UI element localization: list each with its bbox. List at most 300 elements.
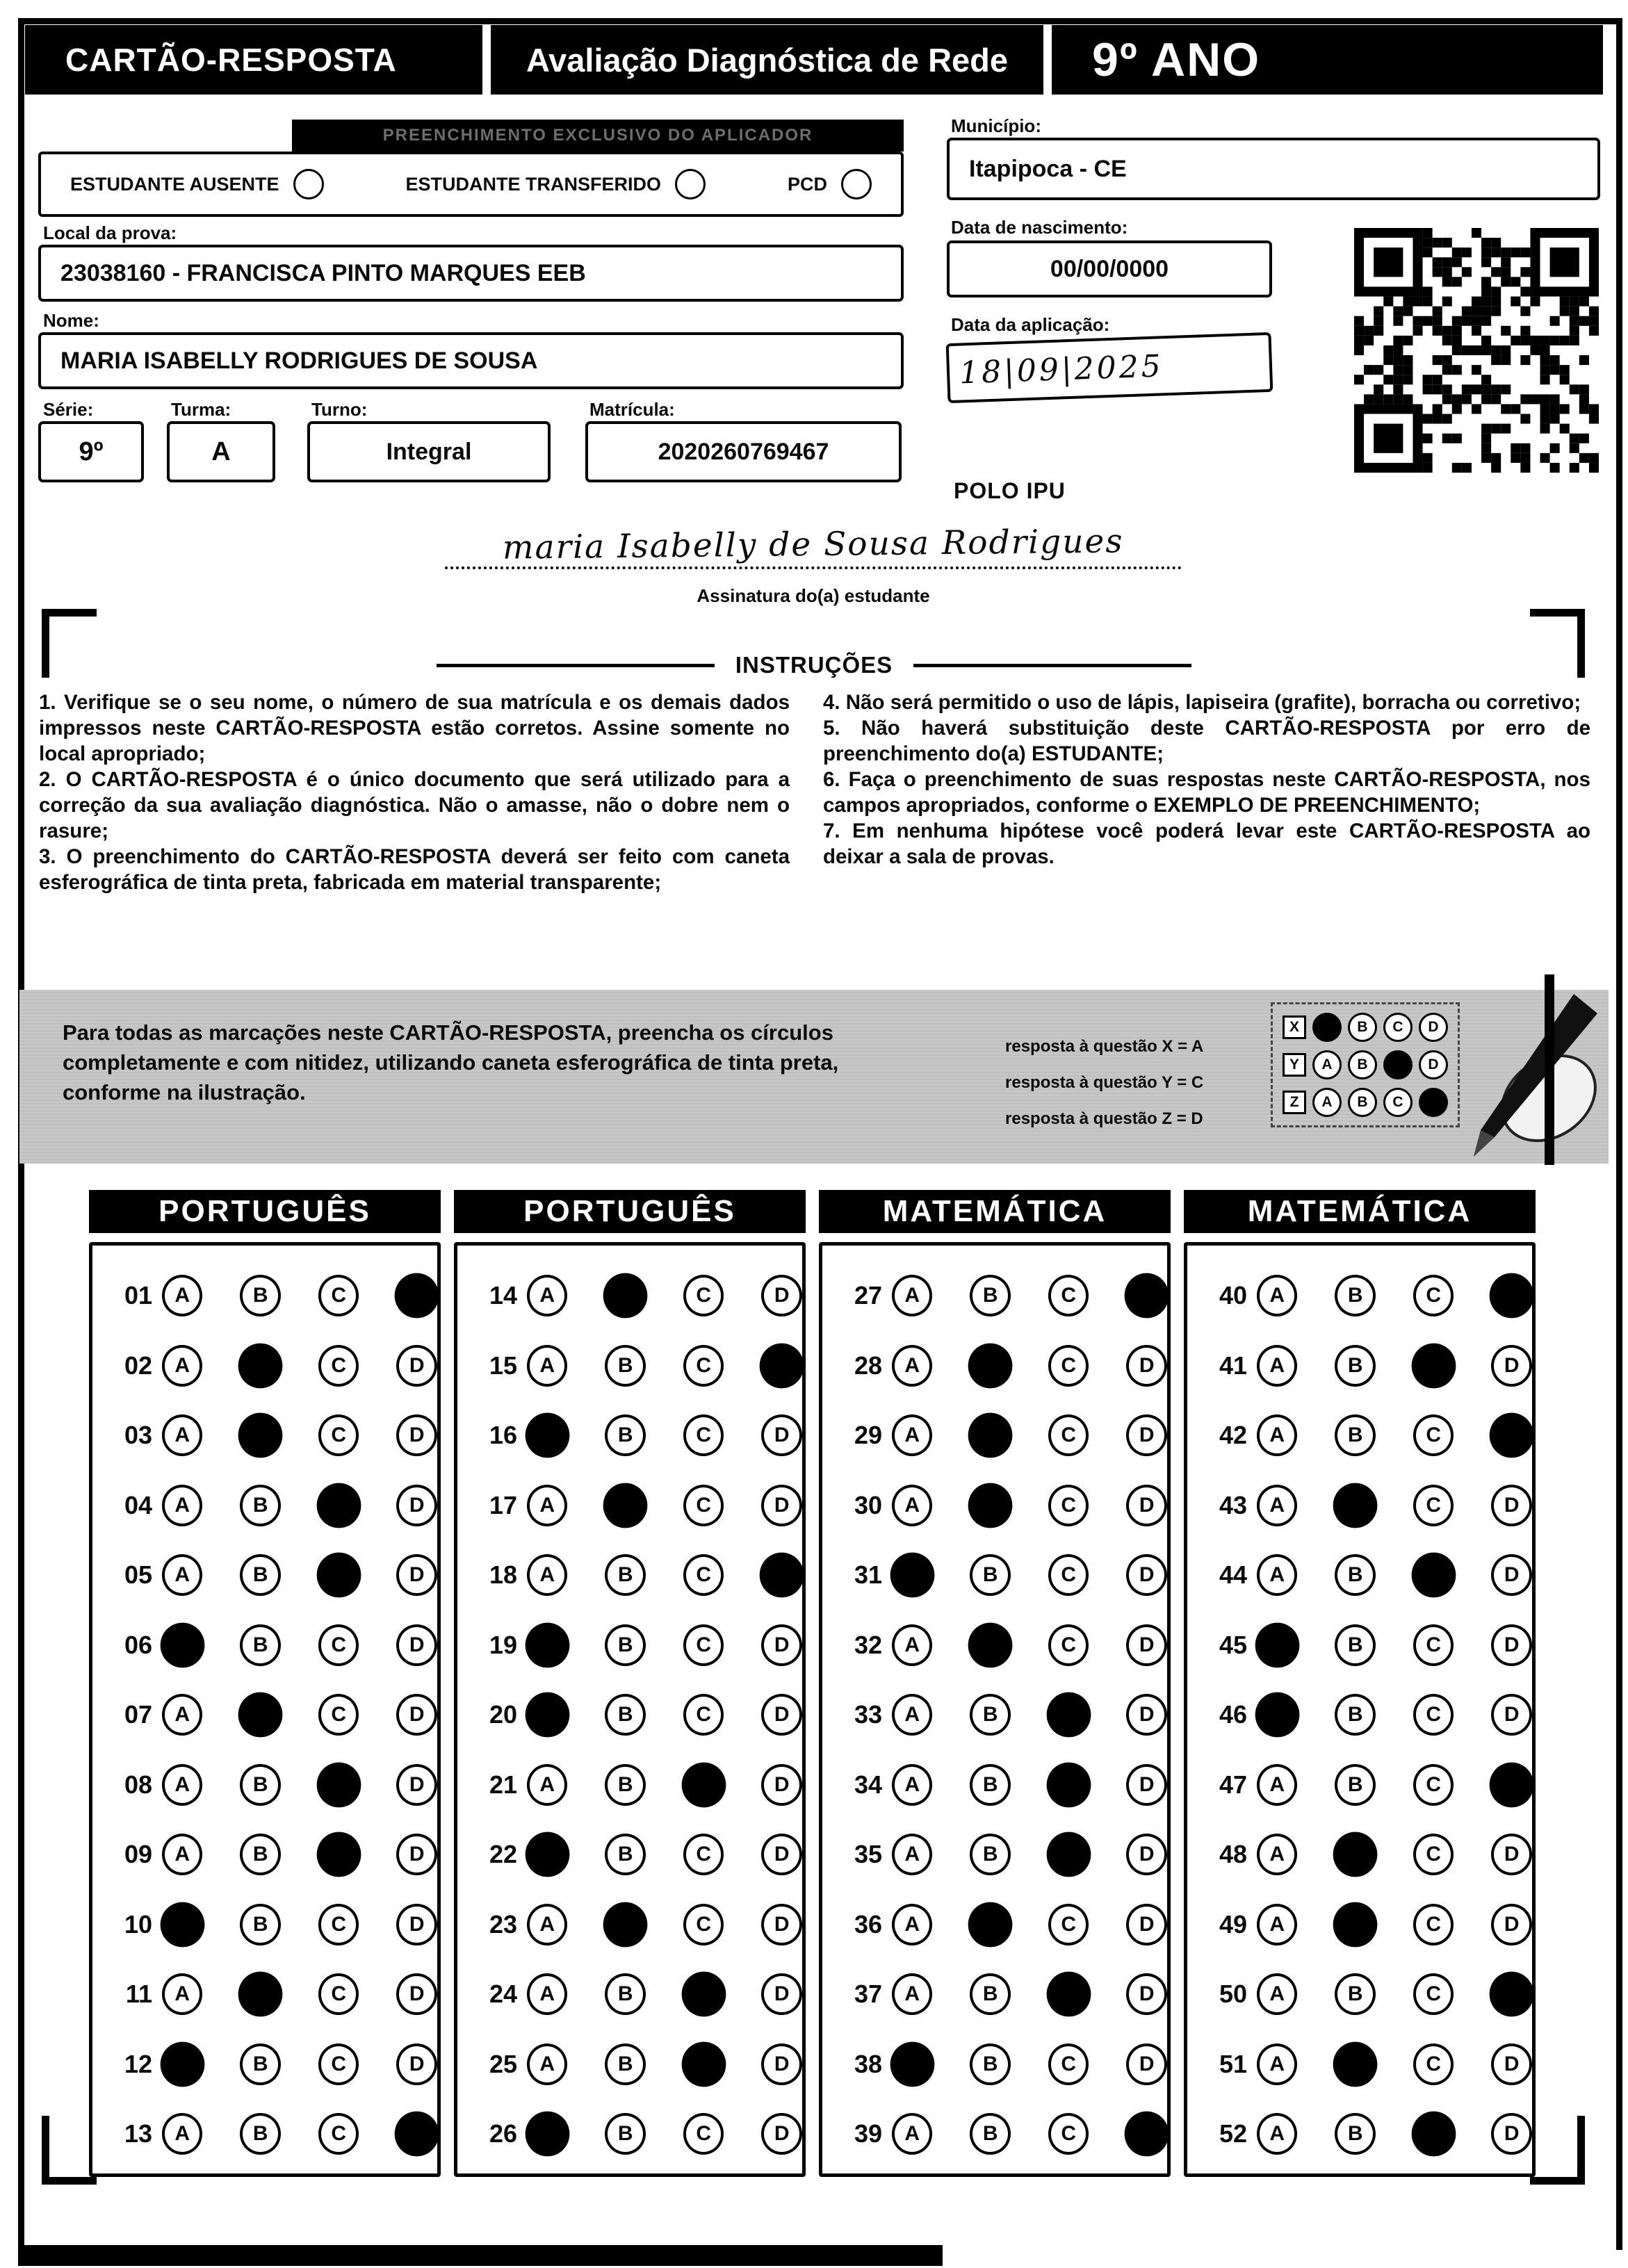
bubble-q15-b[interactable]: B [605, 1345, 646, 1387]
bubble-q24-b[interactable]: B [605, 1973, 646, 2015]
question-number: 02 [124, 1351, 152, 1380]
bubble-q22-b[interactable]: B [605, 1834, 646, 1875]
bubble-q17-a[interactable]: A [527, 1485, 568, 1526]
question-number: 26 [489, 2119, 517, 2148]
bubble-q06-c[interactable]: C [318, 1624, 359, 1666]
bubble-q26-b[interactable]: B [605, 2113, 646, 2155]
bubble-q47-c[interactable]: C [1413, 1764, 1454, 1806]
bubble-q22-c[interactable]: C [683, 1834, 724, 1875]
question-row-06 [105, 1610, 437, 1681]
bubble-q38-d[interactable]: D [1126, 2043, 1167, 2085]
bubble-q31-d[interactable]: D [1126, 1554, 1167, 1596]
bubble-q23-d[interactable]: D [761, 1904, 802, 1945]
example-caption: resposta à questão Y = C [1005, 1073, 1204, 1092]
bubble-q51-d[interactable]: D [1491, 2043, 1532, 2085]
bubble-q23-a[interactable]: A [527, 1904, 568, 1945]
bubble-q21-a[interactable]: A [527, 1764, 568, 1806]
question-row-04 [105, 1471, 437, 1541]
bubble-q12-c[interactable]: C [318, 2043, 359, 2085]
bubble-q43-a[interactable]: A [1257, 1485, 1298, 1526]
bubble-q14-b[interactable] [603, 1273, 647, 1319]
bubble-q50-c[interactable]: C [1413, 1973, 1454, 2015]
bubble-q02-a[interactable]: A [162, 1345, 203, 1387]
bubble-q47-d[interactable] [1490, 1762, 1533, 1807]
bubble-q51-c[interactable]: C [1413, 2043, 1454, 2085]
bubble-q13-b[interactable]: B [240, 2113, 281, 2155]
bubble-q07-a[interactable]: A [162, 1694, 203, 1736]
question-number: 30 [854, 1490, 882, 1519]
bubble-q45-c[interactable]: C [1413, 1624, 1454, 1666]
question-row-34 [835, 1750, 1167, 1820]
question-number: 40 [1219, 1281, 1247, 1310]
question-row-01 [105, 1261, 437, 1331]
bubble-q41-b[interactable]: B [1335, 1345, 1376, 1387]
bubble-q35-a[interactable]: A [892, 1834, 933, 1875]
bubble-q12-a[interactable] [161, 2041, 204, 2087]
question-row-27 [835, 1261, 1167, 1331]
bubble-q49-b[interactable] [1333, 1902, 1377, 1947]
question-row-10 [105, 1890, 437, 1960]
bubble-q03-c[interactable]: C [318, 1414, 359, 1456]
question-number: 44 [1219, 1560, 1247, 1590]
bubble-q01-d[interactable] [395, 1273, 439, 1319]
bubble-q33-c[interactable] [1047, 1692, 1091, 1738]
bubble-q16-c[interactable]: C [683, 1414, 724, 1456]
answer-column-box [1184, 1242, 1536, 2177]
question-number: 39 [854, 2119, 882, 2148]
bubble-q01-a[interactable]: A [162, 1275, 203, 1316]
bubble-q40-d[interactable] [1490, 1273, 1533, 1319]
bubble-q42-d[interactable] [1490, 1413, 1533, 1458]
bubble-q10-d[interactable]: D [396, 1904, 437, 1945]
bubble-q31-a[interactable] [890, 1553, 934, 1598]
bubble-q10-a[interactable] [161, 1902, 204, 1947]
bubble-q12-d[interactable]: D [396, 2043, 437, 2085]
bubble-q37-a[interactable]: A [892, 1973, 933, 2015]
example-bubble-a: A [1312, 1088, 1342, 1117]
question-row-51 [1200, 2030, 1532, 2100]
bubble-q09-b[interactable]: B [240, 1834, 281, 1875]
bubble-q17-c[interactable]: C [683, 1485, 724, 1526]
bubble-q42-a[interactable]: A [1257, 1414, 1298, 1456]
bubble-q14-d[interactable]: D [761, 1275, 802, 1316]
bubble-q33-a[interactable]: A [892, 1694, 933, 1736]
bubble-q11-b[interactable] [238, 1972, 282, 2017]
bubble-q52-c[interactable] [1412, 2112, 1456, 2157]
question-row-40 [1200, 1261, 1532, 1331]
bubble-q16-d[interactable]: D [761, 1414, 802, 1456]
question-row-08 [105, 1750, 437, 1820]
bubble-q13-d[interactable] [395, 2112, 439, 2157]
bubble-q50-a[interactable]: A [1257, 1973, 1298, 2015]
bubble-q43-d[interactable]: D [1491, 1485, 1532, 1526]
bubble-q03-b[interactable] [238, 1413, 282, 1458]
bubble-q25-a[interactable]: A [527, 2043, 568, 2085]
bubble-q21-c[interactable] [682, 1762, 726, 1807]
status-pcd-circle[interactable] [841, 169, 872, 199]
bubble-q17-b[interactable] [603, 1483, 647, 1528]
bubble-q25-d[interactable]: D [761, 2043, 802, 2085]
bubble-q29-a[interactable]: A [892, 1414, 933, 1456]
question-number: 24 [489, 1980, 517, 2009]
bubble-q47-a[interactable]: A [1257, 1764, 1298, 1806]
bubble-q01-c[interactable]: C [318, 1275, 359, 1316]
bubble-q39-c[interactable]: C [1048, 2113, 1089, 2155]
exam-title: Avaliação Diagnóstica de Rede [491, 25, 1043, 95]
bubble-q03-a[interactable]: A [162, 1414, 203, 1456]
question-number: 32 [854, 1630, 882, 1659]
bubble-q28-d[interactable]: D [1126, 1345, 1167, 1387]
bubble-q24-c[interactable] [682, 1972, 726, 2017]
bubble-q29-c[interactable]: C [1048, 1414, 1089, 1456]
bubble-q07-b[interactable] [238, 1692, 282, 1738]
bubble-q11-d[interactable]: D [396, 1973, 437, 2015]
bubble-q44-c[interactable] [1412, 1553, 1456, 1598]
example-bubble-b: B [1348, 1050, 1377, 1079]
bubble-q37-d[interactable]: D [1126, 1973, 1167, 2015]
example-bubble-d: D [1419, 1013, 1448, 1042]
bubble-q29-d[interactable]: D [1126, 1414, 1167, 1456]
bubble-q18-b[interactable]: B [605, 1554, 646, 1596]
bubble-q19-b[interactable]: B [605, 1624, 646, 1666]
bubble-q23-b[interactable] [603, 1902, 647, 1947]
signature-label: Assinatura do(a) estudante [697, 585, 930, 606]
bubble-q34-a[interactable]: A [892, 1764, 933, 1806]
question-row-11 [105, 1959, 437, 2030]
bubble-q02-c[interactable]: C [318, 1345, 359, 1387]
bubble-q42-b[interactable]: B [1335, 1414, 1376, 1456]
bubble-q52-d[interactable]: D [1491, 2113, 1532, 2155]
bubble-q38-b[interactable]: B [970, 2043, 1011, 2085]
status-estudante-ausente-circle[interactable] [293, 169, 324, 199]
bubble-q30-a[interactable]: A [892, 1485, 933, 1526]
bubble-q43-b[interactable] [1333, 1483, 1377, 1528]
bubble-q06-a[interactable] [161, 1622, 204, 1667]
question-row-07 [105, 1680, 437, 1750]
bubble-q07-c[interactable]: C [318, 1694, 359, 1736]
bubble-q32-b[interactable] [968, 1622, 1012, 1667]
bubble-q36-d[interactable]: D [1126, 1904, 1167, 1945]
example-bubble-a: A [1312, 1050, 1342, 1079]
bubble-q03-d[interactable]: D [396, 1414, 437, 1456]
question-number: 07 [124, 1700, 152, 1729]
bubble-q21-d[interactable]: D [761, 1764, 802, 1806]
bubble-q41-c[interactable] [1412, 1343, 1456, 1388]
question-row-41 [1200, 1331, 1532, 1401]
bubble-q24-d[interactable]: D [761, 1973, 802, 2015]
bubble-q05-c[interactable] [317, 1553, 361, 1598]
bubble-q23-c[interactable]: C [683, 1904, 724, 1945]
bubble-q39-a[interactable]: A [892, 2113, 933, 2155]
question-number: 31 [854, 1560, 882, 1590]
question-row-52 [1200, 2099, 1532, 2169]
bubble-q51-a[interactable]: A [1257, 2043, 1298, 2085]
bubble-q29-b[interactable] [968, 1413, 1012, 1458]
bubble-q24-a[interactable]: A [527, 1973, 568, 2015]
bubble-q13-a[interactable]: A [162, 2113, 203, 2155]
bubble-q36-a[interactable]: A [892, 1904, 933, 1945]
question-row-18 [470, 1540, 802, 1610]
bubble-q39-d[interactable] [1125, 2112, 1169, 2157]
bubble-q39-b[interactable]: B [970, 2113, 1011, 2155]
bubble-q07-d[interactable]: D [396, 1694, 437, 1736]
bubble-q35-d[interactable]: D [1126, 1834, 1167, 1875]
bubble-q49-c[interactable]: C [1413, 1904, 1454, 1945]
bubble-q18-d[interactable] [760, 1553, 804, 1598]
bubble-q46-b[interactable]: B [1335, 1694, 1376, 1736]
question-number: 48 [1219, 1840, 1247, 1869]
bubble-q02-d[interactable]: D [396, 1345, 437, 1387]
question-number: 41 [1219, 1351, 1247, 1380]
bubble-q32-d[interactable]: D [1126, 1624, 1167, 1666]
bubble-q18-c[interactable]: C [683, 1554, 724, 1596]
bubble-q32-c[interactable]: C [1048, 1624, 1089, 1666]
bubble-q30-c[interactable]: C [1048, 1485, 1089, 1526]
question-row-48 [1200, 1820, 1532, 1890]
bubble-q41-a[interactable]: A [1257, 1345, 1298, 1387]
bubble-q37-c[interactable] [1047, 1972, 1091, 2017]
instruction-item: 6. Faça o preenchimento de suas respostas neste CARTÃO-RESPOSTA, nos campos apropriados, conforme o EXEMPLO DE PREENCHIMENTO; [823, 768, 1590, 817]
question-number: 42 [1219, 1421, 1247, 1450]
question-row-14 [470, 1261, 802, 1331]
bubble-q04-c[interactable] [317, 1483, 361, 1528]
bubble-q20-b[interactable]: B [605, 1694, 646, 1736]
question-row-05 [105, 1540, 437, 1610]
bubble-q32-a[interactable]: A [892, 1624, 933, 1666]
bubble-q13-c[interactable]: C [318, 2113, 359, 2155]
bubble-q06-d[interactable]: D [396, 1624, 437, 1666]
instructions-title: INSTRUÇÕES [0, 652, 1628, 678]
question-number: 13 [124, 2119, 152, 2148]
answer-column-header: MATEMÁTICA [819, 1190, 1171, 1233]
bubble-q19-d[interactable]: D [761, 1624, 802, 1666]
question-number: 50 [1219, 1980, 1247, 2009]
bubble-q08-c[interactable] [317, 1762, 361, 1807]
bubble-q22-d[interactable]: D [761, 1834, 802, 1875]
bubble-q50-b[interactable]: B [1335, 1973, 1376, 2015]
example-bubble-c: C [1383, 1013, 1413, 1042]
bubble-q49-d[interactable]: D [1491, 1904, 1532, 1945]
question-number: 27 [854, 1281, 882, 1310]
question-number: 21 [489, 1770, 517, 1799]
question-number: 52 [1219, 2119, 1247, 2148]
question-number: 05 [124, 1560, 152, 1590]
fill-note-band [19, 990, 1609, 1164]
bubble-q46-a[interactable] [1255, 1692, 1299, 1738]
bubble-q43-c[interactable]: C [1413, 1485, 1454, 1526]
bubble-q14-c[interactable]: C [683, 1275, 724, 1316]
turma-value: A [167, 421, 275, 482]
bubble-q09-c[interactable] [317, 1832, 361, 1877]
bubble-q36-b[interactable] [968, 1902, 1012, 1947]
bubble-q19-c[interactable]: C [683, 1624, 724, 1666]
bubble-q20-a[interactable] [526, 1692, 569, 1738]
bubble-q45-d[interactable]: D [1491, 1624, 1532, 1666]
question-row-32 [835, 1610, 1167, 1681]
bubble-q15-a[interactable]: A [527, 1345, 568, 1387]
bubble-q25-b[interactable]: B [605, 2043, 646, 2085]
bubble-q46-c[interactable]: C [1413, 1694, 1454, 1736]
question-number: 37 [854, 1980, 882, 2009]
bubble-q02-b[interactable] [238, 1343, 282, 1388]
bubble-q09-d[interactable]: D [396, 1834, 437, 1875]
bubble-q01-b[interactable]: B [240, 1275, 281, 1316]
bubble-q05-a[interactable]: A [162, 1554, 203, 1596]
matricula-value: 2020260769467 [585, 421, 902, 482]
bubble-q44-d[interactable]: D [1491, 1554, 1532, 1596]
matricula-label: Matrícula: [589, 399, 675, 420]
question-number: 20 [489, 1700, 517, 1729]
bubble-q11-c[interactable]: C [318, 1973, 359, 2015]
bubble-q04-d[interactable]: D [396, 1485, 437, 1526]
example-bubble-a [1312, 1013, 1342, 1042]
bubble-q46-d[interactable]: D [1491, 1694, 1532, 1736]
question-number: 35 [854, 1840, 882, 1869]
bubble-q49-a[interactable]: A [1257, 1904, 1298, 1945]
bubble-q27-b[interactable]: B [970, 1275, 1011, 1316]
bubble-q06-b[interactable]: B [240, 1624, 281, 1666]
bubble-q50-d[interactable] [1490, 1972, 1533, 2017]
instruction-item: 1. Verifique se o seu nome, o número de sua matrícula e os demais dados impressos neste CARTÃO-RESPOSTA estão corretos. Assine somente no local apropriado; [39, 691, 790, 765]
bubble-q45-a[interactable] [1255, 1622, 1299, 1667]
bubble-q19-a[interactable] [526, 1622, 569, 1667]
question-row-28 [835, 1331, 1167, 1401]
question-number: 09 [124, 1840, 152, 1869]
bubble-q22-a[interactable] [526, 1832, 569, 1877]
question-number: 15 [489, 1351, 517, 1380]
bubble-q26-d[interactable]: D [761, 2113, 802, 2155]
bubble-q27-d[interactable] [1125, 1273, 1169, 1319]
question-row-12 [105, 2030, 437, 2100]
bubble-q36-c[interactable]: C [1048, 1904, 1089, 1945]
answer-column-box [454, 1242, 806, 2177]
question-number: 38 [854, 2049, 882, 2078]
answer-column-3 [819, 1190, 1171, 2177]
bubble-q16-b[interactable]: B [605, 1414, 646, 1456]
bubble-q44-a[interactable]: A [1257, 1554, 1298, 1596]
bubble-q08-b[interactable]: B [240, 1764, 281, 1806]
bubble-q34-b[interactable]: B [970, 1764, 1011, 1806]
bubble-q40-c[interactable]: C [1413, 1275, 1454, 1316]
aplicacao-value-handwritten: 18|09|2025 [946, 332, 1273, 403]
bubble-q27-a[interactable]: A [892, 1275, 933, 1316]
bubble-q15-d[interactable] [760, 1343, 804, 1388]
question-row-45 [1200, 1610, 1532, 1681]
bubble-q14-a[interactable]: A [527, 1275, 568, 1316]
aplicacao-label: Data da aplicação: [951, 314, 1110, 335]
bubble-q30-b[interactable] [968, 1483, 1012, 1528]
instruction-item: 2. O CARTÃO-RESPOSTA é o único documento que será utilizado para a correção da sua avaliação diagnóstica. Não o amasse, não o dobre nem o rasure; [39, 768, 790, 842]
status-estudante-ausente-label: ESTUDANTE AUSENTE [70, 173, 279, 195]
bubble-q30-d[interactable]: D [1126, 1485, 1167, 1526]
bubble-q48-d[interactable]: D [1491, 1834, 1532, 1875]
question-number: 08 [124, 1770, 152, 1799]
bubble-q31-b[interactable]: B [970, 1554, 1011, 1596]
bubble-q26-a[interactable] [526, 2112, 569, 2157]
bubble-q40-a[interactable]: A [1257, 1275, 1298, 1316]
bubble-q34-d[interactable]: D [1126, 1764, 1167, 1806]
turno-label: Turno: [311, 399, 368, 420]
bubble-q16-a[interactable] [526, 1413, 569, 1458]
bubble-q47-b[interactable]: B [1335, 1764, 1376, 1806]
scan-artifact-line [1545, 974, 1554, 1165]
bubble-q35-c[interactable] [1047, 1832, 1091, 1877]
bubble-q44-b[interactable]: B [1335, 1554, 1376, 1596]
bubble-q05-b[interactable]: B [240, 1554, 281, 1596]
bubble-q28-c[interactable]: C [1048, 1345, 1089, 1387]
example-row-z [1283, 1088, 1448, 1117]
bubble-q20-c[interactable]: C [683, 1694, 724, 1736]
bubble-q10-c[interactable]: C [318, 1904, 359, 1945]
pen-and-hand-icon [1438, 994, 1601, 1164]
bubble-q04-b[interactable]: B [240, 1485, 281, 1526]
bubble-q40-b[interactable]: B [1335, 1275, 1376, 1316]
question-number: 46 [1219, 1700, 1247, 1729]
answer-column-1 [89, 1190, 441, 2177]
bubble-q51-b[interactable] [1333, 2041, 1377, 2087]
nascimento-label: Data de nascimento: [951, 217, 1128, 238]
question-row-33 [835, 1680, 1167, 1750]
bubble-q20-d[interactable]: D [761, 1694, 802, 1736]
bubble-q05-d[interactable]: D [396, 1554, 437, 1596]
bubble-q28-b[interactable] [968, 1343, 1012, 1388]
bubble-q12-b[interactable]: B [240, 2043, 281, 2085]
bubble-q33-d[interactable]: D [1126, 1694, 1167, 1736]
bubble-q48-a[interactable]: A [1257, 1834, 1298, 1875]
question-number: 25 [489, 2049, 517, 2078]
bubble-q48-b[interactable] [1333, 1832, 1377, 1877]
question-row-17 [470, 1471, 802, 1541]
bubble-q08-d[interactable]: D [396, 1764, 437, 1806]
bubble-q11-a[interactable]: A [162, 1973, 203, 2015]
bubble-q31-c[interactable]: C [1048, 1554, 1089, 1596]
question-number: 19 [489, 1630, 517, 1659]
bubble-q41-d[interactable]: D [1491, 1345, 1532, 1387]
question-row-42 [1200, 1401, 1532, 1471]
question-number: 49 [1219, 1909, 1247, 1939]
bubble-q52-b[interactable]: B [1335, 2113, 1376, 2155]
bubble-q38-c[interactable]: C [1048, 2043, 1089, 2085]
turno-value: Integral [307, 421, 551, 482]
bubble-q45-b[interactable]: B [1335, 1624, 1376, 1666]
bubble-q10-b[interactable]: B [240, 1904, 281, 1945]
bubble-q27-c[interactable]: C [1048, 1275, 1089, 1316]
bubble-q26-c[interactable]: C [683, 2113, 724, 2155]
question-row-37 [835, 1959, 1167, 2030]
bubble-q25-c[interactable] [682, 2041, 726, 2087]
bubble-q34-c[interactable] [1047, 1762, 1091, 1807]
bubble-q28-a[interactable]: A [892, 1345, 933, 1387]
bubble-q17-d[interactable]: D [761, 1485, 802, 1526]
status-estudante-transferido-circle[interactable] [675, 169, 706, 199]
bubble-q37-b[interactable]: B [970, 1973, 1011, 2015]
bubble-q33-b[interactable]: B [970, 1694, 1011, 1736]
instructions-left [39, 690, 790, 895]
grade-badge: 9º ANO [1052, 25, 1603, 95]
bubble-q09-a[interactable]: A [162, 1834, 203, 1875]
bubble-q15-c[interactable]: C [683, 1345, 724, 1387]
bubble-q21-b[interactable]: B [605, 1764, 646, 1806]
bubble-q38-a[interactable] [890, 2041, 934, 2087]
bubble-q48-c[interactable]: C [1413, 1834, 1454, 1875]
bubble-q18-a[interactable]: A [527, 1554, 568, 1596]
bubble-q04-a[interactable]: A [162, 1485, 203, 1526]
example-caption: resposta à questão X = A [1005, 1037, 1204, 1056]
bubble-q42-c[interactable]: C [1413, 1414, 1454, 1456]
bubble-q08-a[interactable]: A [162, 1764, 203, 1806]
bubble-q35-b[interactable]: B [970, 1834, 1011, 1875]
bubble-q52-a[interactable]: A [1257, 2113, 1298, 2155]
